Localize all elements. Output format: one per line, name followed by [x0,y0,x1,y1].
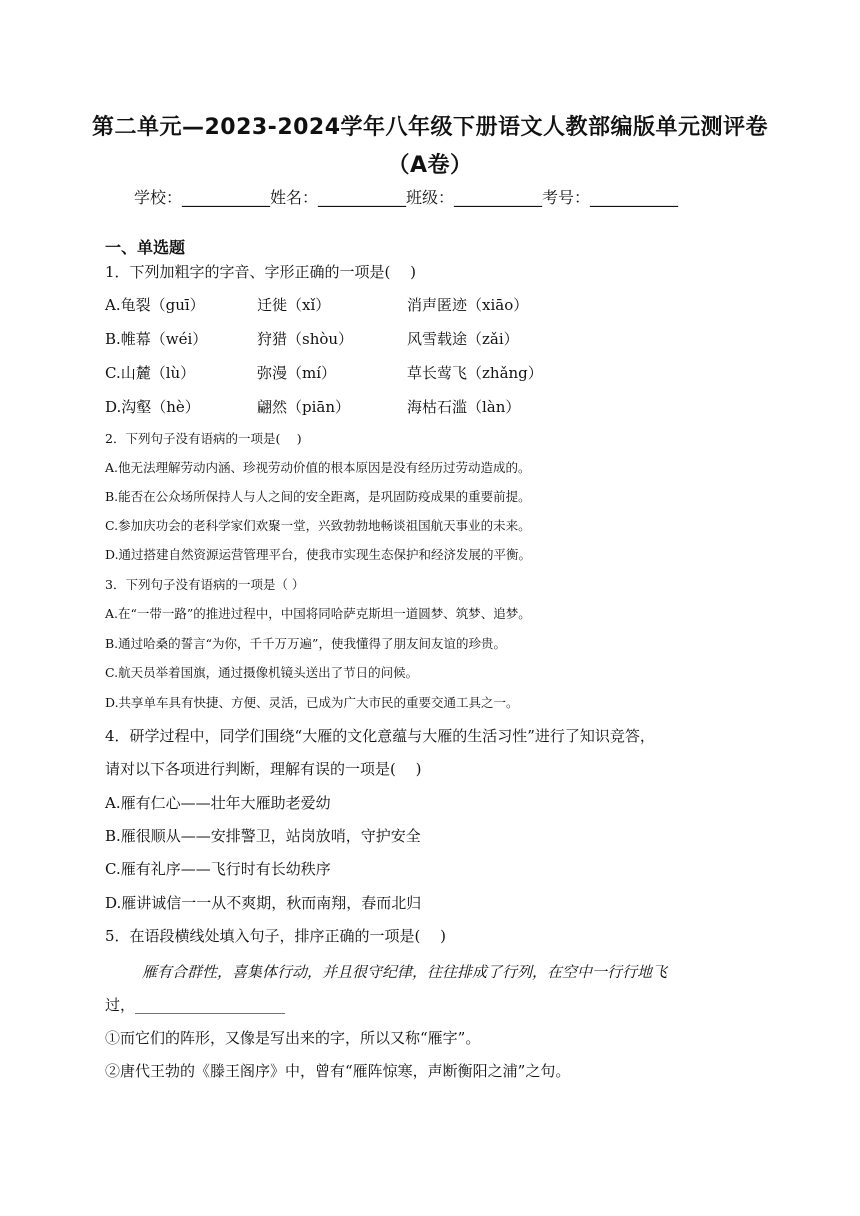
q2-option-d: D.通过搭建自然资源运营管理平台，使我市实现生态保护和经济发展的平衡。 [105,547,532,562]
q4-option-c: C.雁有礼序——飞行时有长幼秩序 [105,860,331,878]
q1-d-3: 海枯石滥（làn） [407,398,521,416]
q4-stem-line1: 4．研学过程中，同学们围绕“大雁的文化意蕴与大雁的生活习性”进行了知识竞答， [105,727,655,745]
q3-option-d: D.共享单车具有快捷、方便、灵活，已成为广大市民的重要交通工具之一。 [105,695,519,710]
q1-a-3: 消声匿迹（xiāo） [407,296,529,314]
q2-option-b: B.能否在公众场所保持人与人之间的安全距离，是巩固防疫成果的重要前提。 [105,489,531,504]
exam-subtitle: （A卷） [387,153,473,178]
q2-stem: 2．下列句子没有语病的一项是( ) [105,431,302,446]
q1-c-2: 弥漫（mí） [257,364,337,382]
q1-b-2: 狩猎（shòu） [257,330,354,348]
q1-stem: 1．下列加粗字的字音、字形正确的一项是( ) [105,263,417,281]
q5-passage-line2: 过，____________________ [105,996,286,1014]
q5-stem: 5．在语段横线处填入句子，排序正确的一项是( ) [105,927,447,945]
q1-option-c [105,362,543,383]
q2-option-c: C.参加庆功会的老科学家们欢聚一堂，兴致勃勃地畅谈祖国航天事业的未来。 [105,518,531,533]
exam-title: 第二单元—2023-2024学年八年级下册语文人教部编版单元测评卷 [91,115,769,140]
q5-passage-line1: 雁有合群性，喜集体行动，并且很守纪律，往往排成了行列，在空中一行行地飞 [142,963,668,981]
q1-d-1: D.沟壑（hè） [105,398,200,416]
q4-option-b: B.雁很顺从——安排警卫，站岗放哨，守护安全 [105,827,421,845]
q1-c-3: 草长莺飞（zhǎng） [407,364,543,382]
q5-item-1: ①而它们的阵形，又像是写出来的字，所以又称“雁字”。 [105,1029,481,1047]
q3-option-a: A.在“一带一路”的推进过程中，中国将同哈萨克斯坦一道圆梦、筑梦、追梦。 [105,606,531,621]
q4-option-d: D.雁讲诚信一一从不爽期，秋而南翔，春而北归 [105,894,422,912]
q1-a-1: A.龟裂（guī） [105,296,205,314]
q4-stem-line2: 请对以下各项进行判断，理解有误的一项是( ) [105,760,422,778]
q1-option-b [105,328,519,349]
student-info-line: 学校：___________姓名：___________班级：___________考号：___________ [134,188,679,207]
q1-c-1: C.山麓（lù） [105,364,196,382]
q1-d-2: 翩然（piān） [257,398,351,416]
q3-option-b: B.通过哈桑的誓言“为你，千千万万遍”，使我懂得了朋友间友谊的珍贵。 [105,636,506,651]
q2-option-a: A.他无法理解劳动内涵、珍视劳动价值的根本原因是没有经历过劳动造成的。 [105,460,531,475]
q4-option-a: A.雁有仁心——壮年大雁助老爱幼 [105,794,331,812]
q1-a-2: 迁徙（xǐ） [257,296,331,314]
q3-stem: 3．下列句子没有语病的一项是（ ） [105,577,305,592]
q1-option-d [105,396,520,417]
q3-option-c: C.航天员举着国旗，通过摄像机镜头送出了节日的问候。 [105,665,419,680]
section-heading: 一、单选题 [105,238,186,257]
q1-b-3: 风雪载途（zǎi） [407,330,519,348]
q1-b-1: B.帷幕（wéi） [105,330,208,348]
q1-option-a [105,294,528,315]
q5-item-2: ②唐代王勃的《滕王阁序》中，曾有“雁阵惊寒，声断衡阳之浦”之句。 [105,1062,571,1080]
